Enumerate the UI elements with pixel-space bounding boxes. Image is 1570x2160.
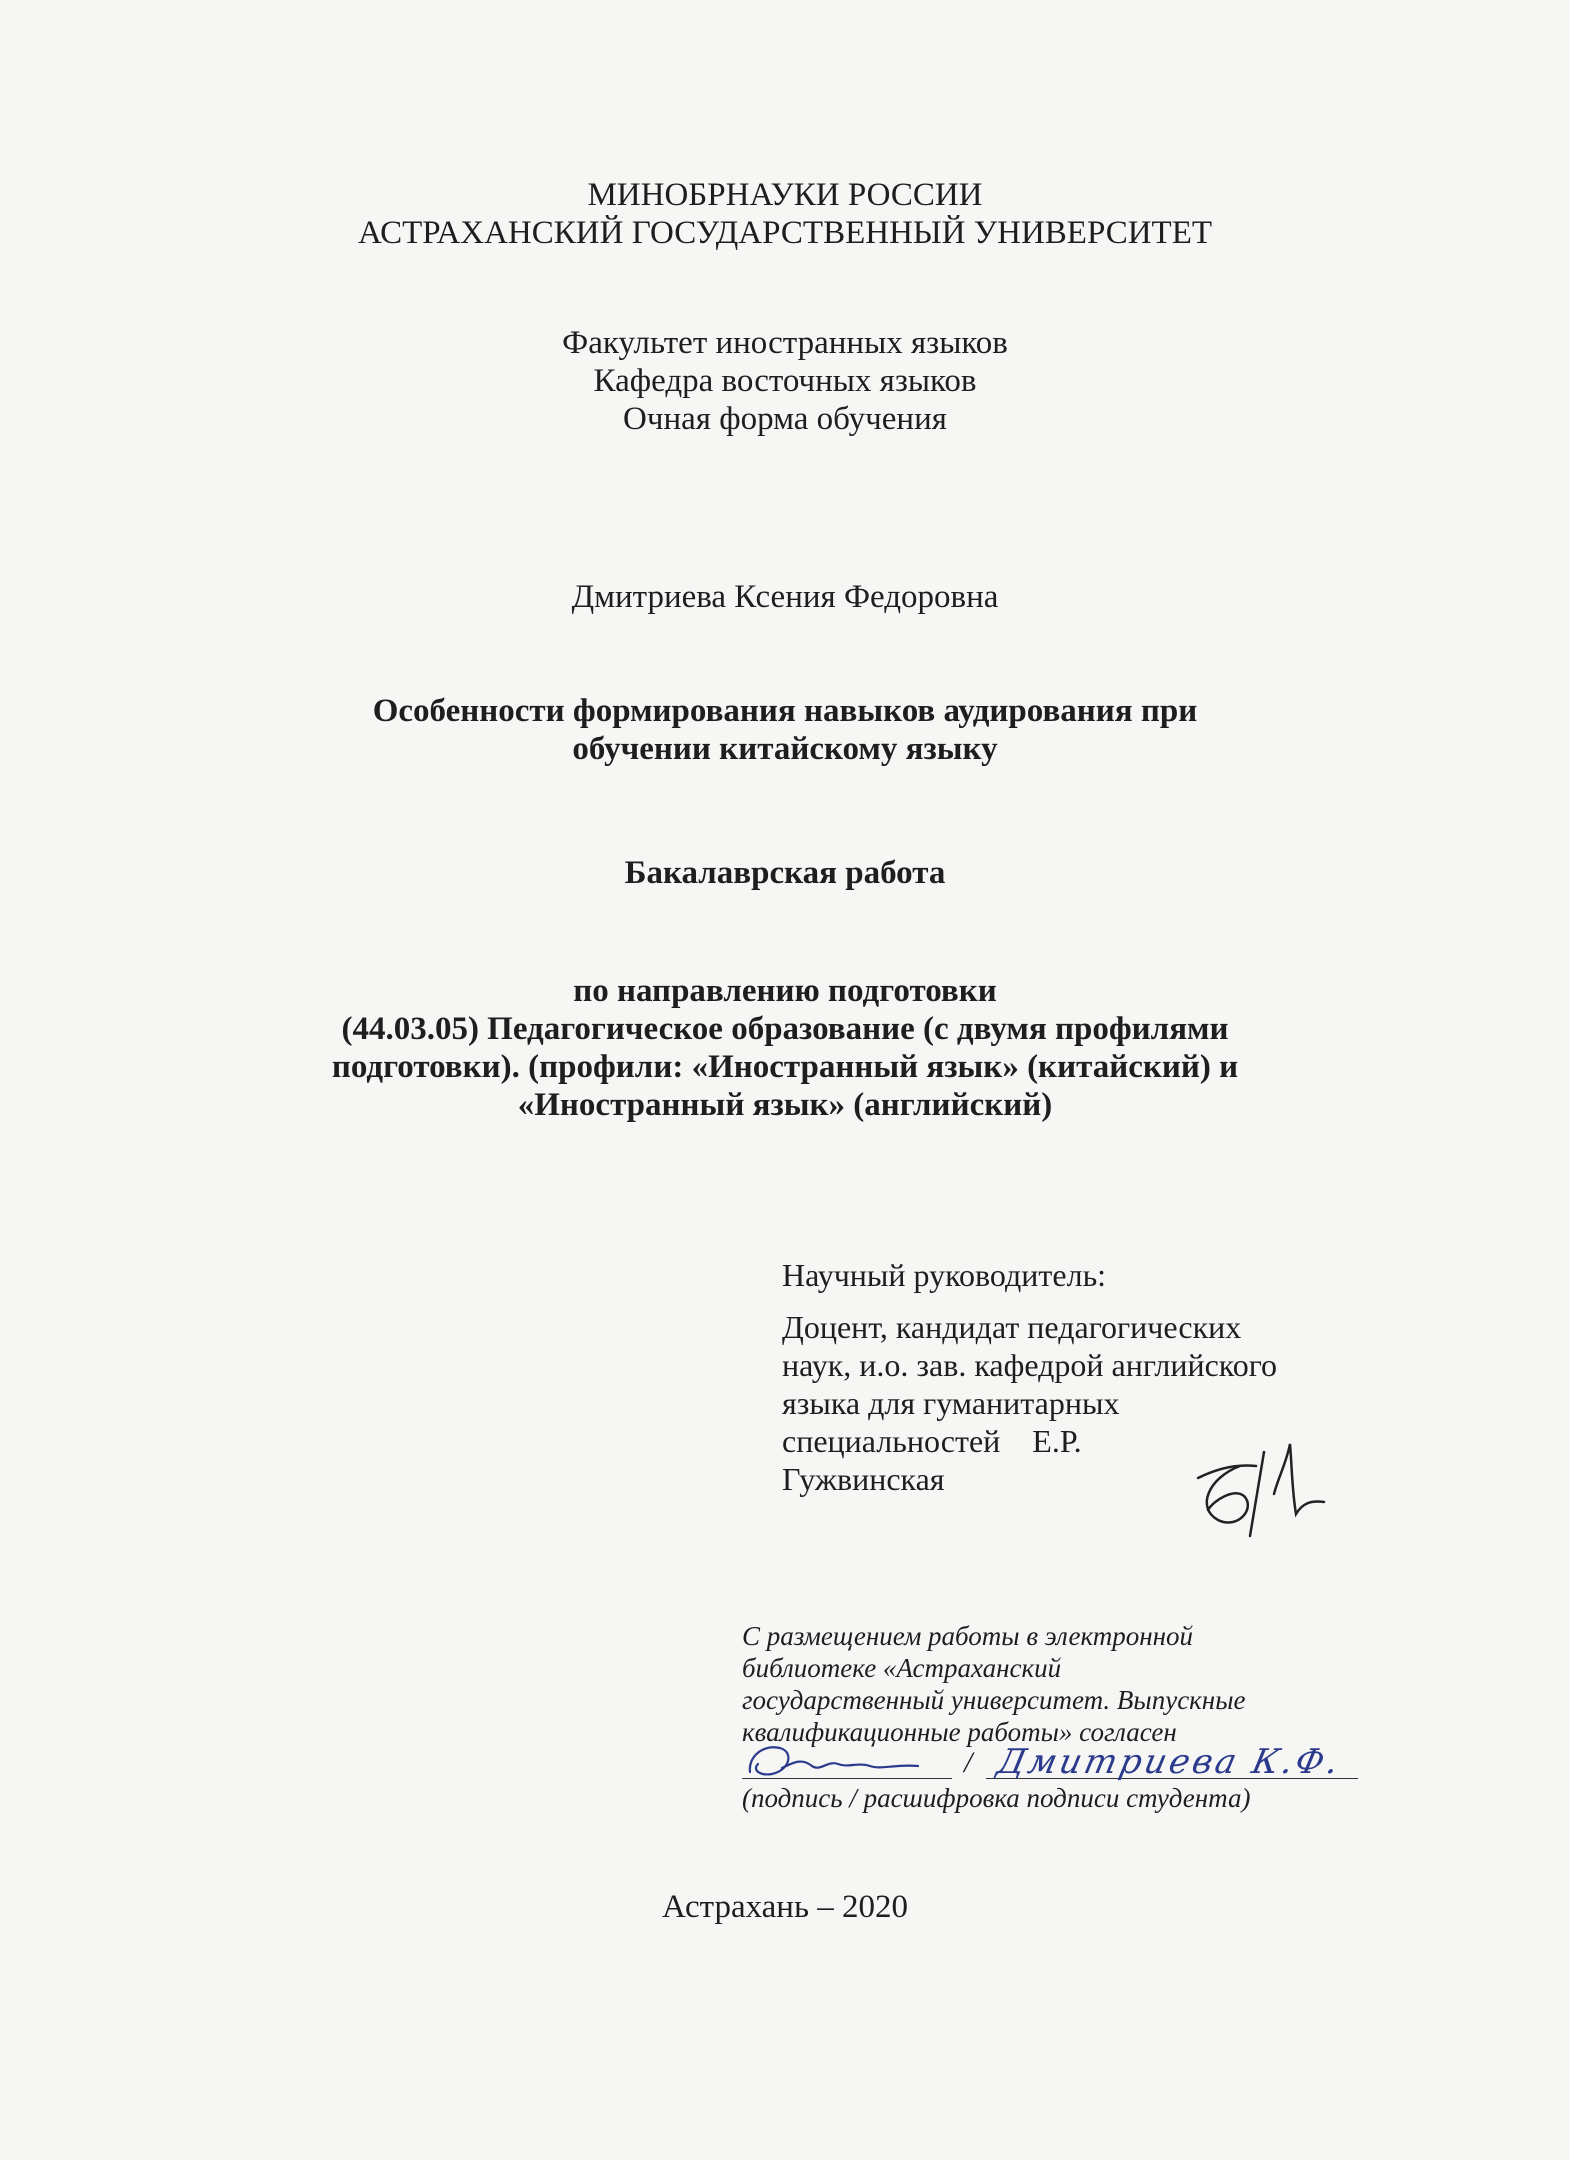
city-year [0,1888,1570,1926]
direction-line-1: по направлению подготовки [573,973,997,1009]
university-name: АСТРАХАНСКИЙ ГОСУДАРСТВЕННЫЙ УНИВЕРСИТЕТ [357,215,1213,251]
faculty-name: Факультет иностранных языков [562,325,1008,361]
supervisor-line-1: Доцент, кандидат педагогических [782,1309,1242,1345]
header [0,176,1570,252]
work-type-label: Бакалаврская работа [624,855,946,891]
author-name: Дмитриева Ксения Федоровна [571,579,999,615]
department-name: Кафедра восточных языков [593,363,977,399]
direction-line-2: (44.03.05) Педагогическое образование (с двумя профилями [341,1011,1229,1047]
direction-line-4: «Иностранный язык» (английский) [517,1087,1053,1123]
thesis-title-line-1: Особенности формирования навыков аудирования при [372,693,1198,729]
ministry-name: МИНОБРНАУКИ РОССИИ [587,177,983,213]
faculty-info [0,324,1570,438]
training-direction [0,972,1570,1124]
consent-line-1: С размещением работы в электронной [742,1621,1194,1651]
supervisor-signature [1178,1438,1328,1548]
student-signature [742,1736,942,1786]
signature-separator: / [964,1746,973,1779]
signature-caption: (подпись / расшифровка подписи студента) [742,1783,1251,1813]
student-handwritten-name: Дмитриева К.Ф. [993,1742,1346,1782]
consent-line-3: государственный университет. Выпускные [742,1685,1246,1715]
supervisor-line-4: специальностей Е.Р. [782,1423,1082,1459]
supervisor-line-2: наук, и.о. зав. кафедрой английского [782,1347,1278,1383]
thesis-title [0,692,1570,768]
work-type [0,854,1570,892]
thesis-title-line-2: обучении китайскому языку [572,731,998,767]
consent-line-2: библиотеке «Астраханский [742,1653,1062,1683]
study-form: Очная форма обучения [623,401,947,437]
supervisor-line-5: Гужвинская [782,1461,945,1497]
city-year-text: Астрахань – 2020 [661,1889,909,1925]
supervisor-line-3: языка для гуманитарных [782,1385,1120,1421]
direction-line-3: подготовки). (профили: «Иностранный язык» (китайский) и [331,1049,1239,1085]
supervisor-heading: Научный руководитель: [782,1257,1107,1293]
author-info [0,578,1570,616]
consent-line-4: квалификационные работы» согласен [742,1717,1177,1747]
